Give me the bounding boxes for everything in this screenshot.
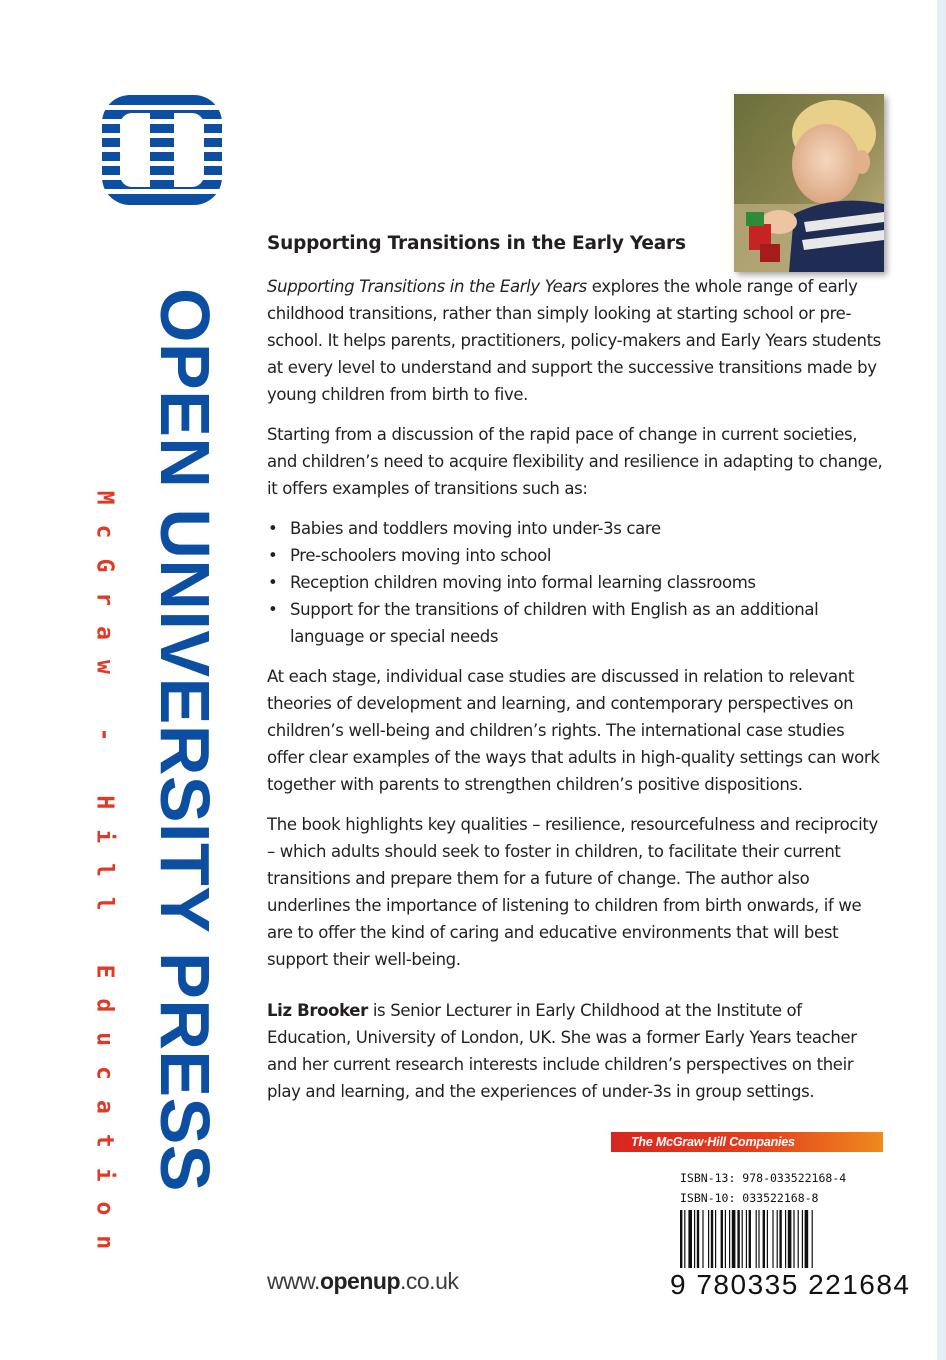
barcode-bar	[737, 1210, 739, 1272]
barcode-bar	[779, 1210, 781, 1272]
isbn-10: ISBN-10: 033522168-8	[680, 1191, 819, 1205]
website-suffix: .co.uk	[400, 1268, 459, 1294]
back-cover-copy	[267, 232, 885, 1118]
mcgraw-hill-label: The McGraw·Hill Companies	[631, 1135, 795, 1149]
barcode-digits: 9 780335 221684	[670, 1269, 911, 1300]
list-item: • Reception children moving into formal learning classrooms	[267, 569, 885, 596]
qualities-paragraph: The book highlights key qualities – resilience, resourcefulness and reciprocity – which adults should seek to foster in children, to facilitate their current transitions and prepare them for a future of change. The author also underlines the importance of listening to children from birth onwards, if we are to offer the kind of caring and educative environments that will best support their well-being.	[267, 815, 878, 969]
transition-list	[267, 515, 885, 650]
barcode-bar	[763, 1210, 765, 1272]
barcode-bar	[729, 1210, 730, 1272]
barcode-bar	[708, 1210, 709, 1272]
list-item: • Pre-schoolers moving into school	[267, 542, 885, 569]
book-title: Supporting Transitions in the Early Years	[267, 233, 686, 254]
barcode-bar	[711, 1210, 713, 1272]
barcode-bar	[702, 1210, 703, 1272]
isbn-13: ISBN-13: 978-033522168-4	[680, 1171, 847, 1185]
barcode-bar	[697, 1210, 699, 1272]
list-item: • Babies and toddlers moving into under-3s care	[267, 515, 885, 542]
barcode-bar	[715, 1210, 716, 1272]
publisher-name: OPEN UNIVERSITY PRESS	[146, 288, 224, 1192]
right-edge-strip	[937, 0, 946, 1360]
case-studies-paragraph: At each stage, individual case studies are discussed in relation to relevant theories of development and learning, and contemporary perspectives on children’s well-being and children’s rights. The international case studies offer clear examples of the ways that adults in high-quality settings can work together with parents to strengthen children’s positive dispositions.	[267, 667, 880, 794]
barcode-bar	[777, 1210, 778, 1272]
barcode-bar	[802, 1210, 803, 1272]
barcode-bar	[756, 1210, 757, 1272]
barcode-bar	[688, 1210, 692, 1272]
barcode-bar	[772, 1210, 773, 1272]
barcode	[680, 1210, 860, 1272]
author-bio-text: is Senior Lecturer in Early Childhood at the Institute of Education, University of London, UK. She was a former Early Years teacher and her current research interests include children’s perspectives on their play and learning, and the experiences of under-3s in group settings.	[267, 1001, 857, 1101]
barcode-bar	[725, 1210, 726, 1272]
list-item: • Support for the transitions of children with English as an additional language or special needs	[267, 596, 885, 650]
imprint-name: McGraw - Hill Education	[91, 490, 118, 1270]
barcode-bar	[680, 1210, 682, 1272]
barcode-bar	[767, 1210, 768, 1272]
barcode-bar	[746, 1210, 747, 1272]
barcode-bar	[749, 1210, 751, 1272]
barcode-bar	[721, 1210, 723, 1272]
intro-text: explores the whole range of early childhood transitions, rather than simply looking at starting school or pre-school. It helps parents, practitioners, policy-makers and Early Years students at every level to understand and support the successive transitions made by young children from birth to five.	[267, 277, 881, 404]
barcode-bar	[684, 1210, 685, 1272]
barcode-bar	[694, 1210, 695, 1272]
website-url	[267, 1268, 458, 1295]
website-domain: openup	[319, 1268, 400, 1294]
barcode-bar	[793, 1210, 794, 1272]
barcode-bar	[798, 1210, 799, 1272]
barcode-bar	[788, 1210, 792, 1272]
barcode-bar	[785, 1210, 786, 1272]
open-university-press-logo	[98, 95, 226, 205]
mcgraw-hill-banner	[611, 1132, 883, 1152]
website-prefix: www.	[267, 1268, 320, 1294]
intro-paragraph	[267, 273, 885, 408]
author-name: Liz Brooker	[267, 1001, 368, 1020]
barcode-bar	[758, 1210, 759, 1272]
barcode-bar	[732, 1210, 736, 1272]
isbn-block	[680, 1168, 880, 1208]
intro-title-italic: Supporting Transitions in the Early Years	[267, 277, 587, 296]
context-paragraph: Starting from a discussion of the rapid pace of change in current societies, and children’s need to acquire flexibility and resilience in adapting to change, it offers examples of transitions such as:	[267, 425, 883, 498]
barcode-bar	[742, 1210, 743, 1272]
author-bio	[267, 997, 885, 1105]
barcode-bar	[805, 1210, 809, 1272]
barcode-bar	[812, 1210, 813, 1272]
